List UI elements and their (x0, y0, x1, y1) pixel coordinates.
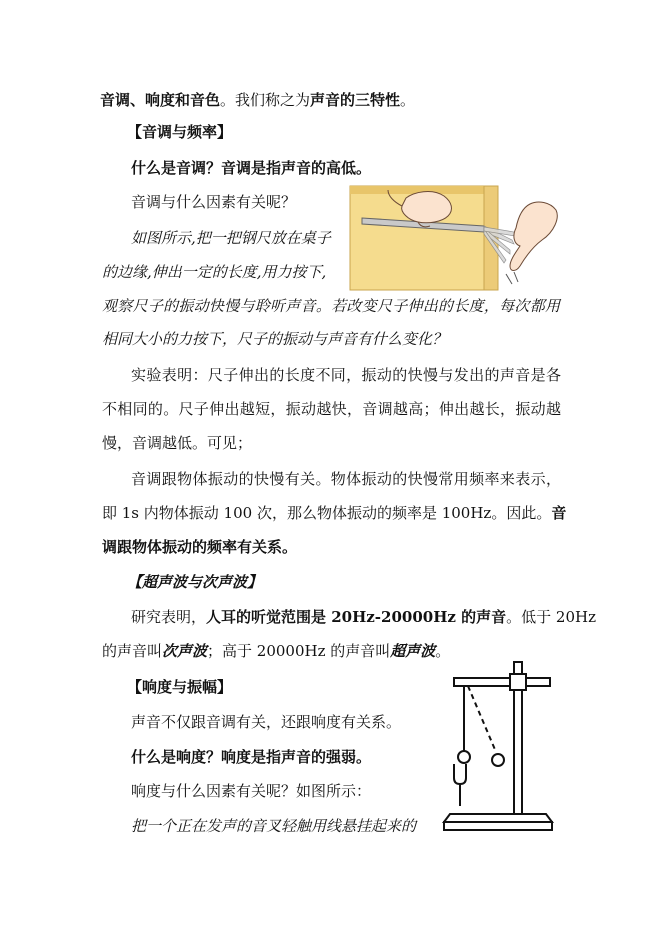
text-line (131, 746, 371, 768)
text-segment: 声音不仅跟音调有关，还跟响度有关系。 (131, 713, 402, 731)
text-segment: 什么是响度？响度是指声音的强弱。 (131, 748, 372, 766)
text-segment: 慢，音调越低。可见； (102, 434, 253, 452)
text-line (131, 227, 331, 249)
text-segment: 不相同的。尺子伸出越短，振动越快，音调越高；伸出越长，振动越 (102, 400, 561, 418)
text-line (131, 780, 371, 802)
text-line (131, 364, 561, 386)
text-line (102, 432, 252, 454)
text-line (102, 295, 560, 317)
text-segment: 音调、响度和音色 (100, 91, 221, 109)
text-segment: 把一个正在发声的音叉轻触用线悬挂起来的 (131, 817, 417, 835)
text-line (102, 502, 567, 524)
text-segment: 音 (551, 504, 567, 522)
text-line (102, 328, 447, 350)
text-line (100, 89, 415, 111)
text-segment: 。 (400, 91, 416, 109)
ruler-experiment-figure (344, 180, 564, 292)
text-segment: 人耳的听觉范围是 20Hz-20000Hz 的声音 (206, 608, 507, 626)
text-segment: 调跟物体振动的频率有关系。 (102, 538, 298, 556)
text-segment: 。 (435, 642, 451, 660)
text-segment: 响度与什么因素有关呢？如图所示： (131, 782, 372, 800)
text-line (131, 606, 596, 628)
text-segment: 次声波 (162, 642, 208, 660)
text-segment: 声音的三特性 (310, 91, 401, 109)
text-line (131, 157, 371, 179)
text-segment: 相同大小的力按下，尺子的振动与声音有什么变化？ (102, 330, 448, 348)
text-line (131, 711, 401, 733)
text-line (102, 261, 326, 283)
text-segment: 【音调与频率】 (127, 123, 233, 141)
text-segment: 【响度与振幅】 (127, 678, 233, 696)
text-line (131, 468, 561, 490)
text-segment: 超声波 (390, 642, 436, 660)
tuning-fork-experiment-figure (440, 656, 556, 840)
text-line (131, 191, 296, 213)
text-segment: 研究表明， (131, 608, 207, 626)
text-segment: 的声音叫 (102, 642, 163, 660)
text-line (102, 640, 450, 662)
section-heading (127, 676, 232, 698)
text-line (131, 815, 416, 837)
text-segment: ；高于 20000Hz 的声音叫 (207, 642, 391, 660)
text-segment: 即 1s 内物体振动 100 次，那么物体振动的频率是 100Hz。因此。 (102, 504, 552, 522)
section-heading (127, 121, 232, 143)
section-heading (127, 571, 262, 593)
text-segment: 观察尺子的振动快慢与聆听声音。若改变尺子伸出的长度，每次都用 (102, 297, 560, 315)
text-line (102, 398, 561, 420)
text-segment: 【超声波与次声波】 (127, 573, 263, 591)
text-segment: 。我们称之为 (220, 91, 311, 109)
text-segment: 如图所示,把一把钢尺放在桌子 (131, 229, 331, 247)
text-segment: 音调与什么因素有关呢？ (131, 193, 297, 211)
text-segment: 。低于 20Hz (506, 608, 596, 626)
text-segment: 实验表明：尺子伸出的长度不同，振动的快慢与发出的声音是各 (131, 366, 561, 384)
text-segment: 音调跟物体振动的快慢有关。物体振动的快慢常用频率来表示， (131, 470, 561, 488)
text-segment: 的边缘,伸出一定的长度,用力按下, (102, 263, 327, 281)
text-line (102, 536, 297, 558)
text-segment: 什么是音调？音调是指声音的高低。 (131, 159, 372, 177)
